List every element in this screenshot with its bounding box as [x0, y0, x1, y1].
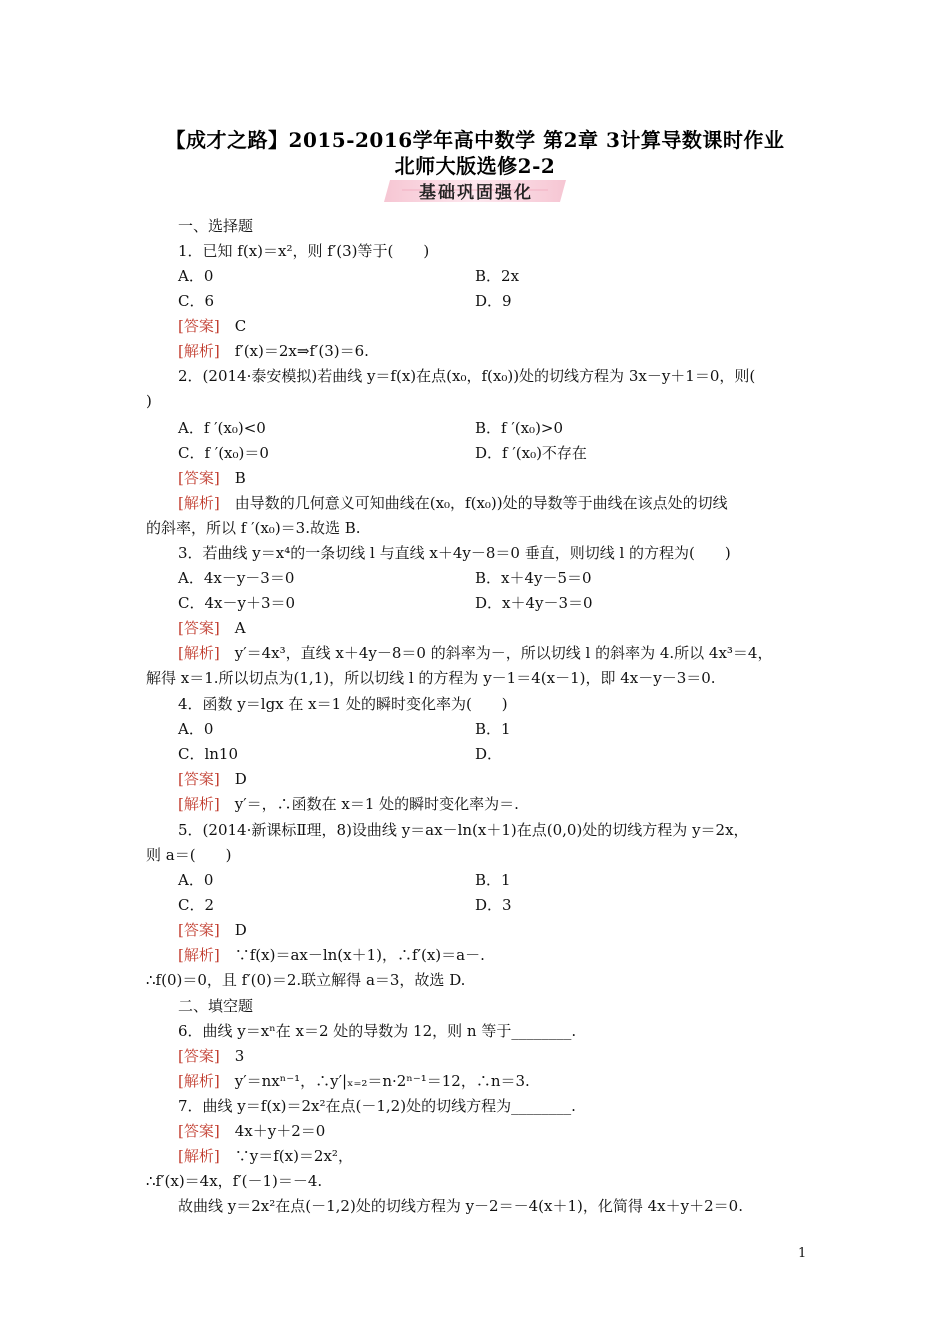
answer-tag: [答案]	[178, 619, 220, 637]
q3-answer	[178, 618, 246, 638]
q2-answer	[178, 468, 246, 488]
question-4: 4．函数 y＝lgx 在 x＝1 处的瞬时变化率为( )	[178, 695, 508, 713]
analysis-tag: [解析]	[178, 1072, 220, 1090]
q7-conclusion: 故曲线 y＝2x²在点(－1,2)处的切线方程为 y－2＝－4(x＋1)，化简得 4x＋y＋2＝0.	[178, 1197, 743, 1215]
q5-option-d: D．3	[475, 896, 512, 914]
q3-analysis	[178, 643, 772, 663]
q7-analysis-cont: ∴f′(x)＝4x，f′(－1)＝－4.	[146, 1172, 323, 1190]
q6-analysis	[178, 1071, 530, 1091]
q3-option-a: A．4x－y－3＝0	[178, 569, 295, 587]
question-5-cont: 则 a＝( )	[146, 846, 232, 864]
answer-value: C	[234, 317, 247, 335]
question-5: 5．(2014·新课标Ⅱ理，8)设曲线 y＝ax－ln(x＋1)在点(0,0)处的切线方程为 y＝2x，	[178, 821, 749, 839]
q1-option-b: B．2x	[475, 267, 520, 285]
q2-analysis-cont: 的斜率，所以 f ′(x₀)＝3.故选 B.	[146, 519, 361, 537]
analysis-tag: [解析]	[178, 644, 220, 662]
q1-answer	[178, 316, 246, 336]
q4-option-c: C．ln10	[178, 745, 239, 763]
analysis-tag: [解析]	[178, 342, 220, 360]
question-7: 7．曲线 y＝f(x)＝2x²在点(－1,2)处的切线方程为________.	[178, 1097, 576, 1115]
document-title-line1: 【成才之路】2015-2016学年高中数学 第2章 3计算导数课时作业	[165, 128, 785, 152]
question-6: 6．曲线 y＝xⁿ在 x＝2 处的导数为 12，则 n 等于________.	[178, 1022, 577, 1040]
section-heading-choice: 一、选择题	[178, 217, 254, 235]
question-3: 3．若曲线 y＝x⁴的一条切线 l 与直线 x＋4y－8＝0 垂直，则切线 l 的方程为( )	[178, 544, 731, 562]
analysis-text: 由导数的几何意义可知曲线在(x₀，f(x₀))处的导数等于曲线在该点处的切线	[234, 494, 728, 512]
answer-tag: [答案]	[178, 1122, 220, 1140]
analysis-text: ∵f(x)＝ax－ln(x＋1)，∴f′(x)＝a－.	[234, 946, 485, 964]
answer-tag: [答案]	[178, 1047, 220, 1065]
q1-option-a: A．0	[178, 267, 214, 285]
answer-value: 3	[234, 1047, 245, 1065]
page-number: 1	[798, 1246, 807, 1261]
q4-answer	[178, 769, 247, 789]
question-2-cont: )	[146, 392, 152, 410]
q1-option-c: C．6	[178, 292, 215, 310]
q7-answer	[178, 1121, 325, 1141]
q5-option-c: C．2	[178, 896, 215, 914]
q3-option-b: B．x＋4y－5＝0	[475, 569, 592, 587]
question-1: 1．已知 f(x)＝x²，则 f′(3)等于( )	[178, 242, 430, 260]
answer-value: B	[234, 469, 246, 487]
document-title-line2: 北师大版选修2-2	[394, 154, 556, 178]
answer-tag: [答案]	[178, 469, 220, 487]
analysis-text: y′＝4x³，直线 x＋4y－8＝0 的斜率为－，所以切线 l 的斜率为 4.所以 4x³＝4，	[234, 644, 773, 662]
answer-value: A	[234, 619, 246, 637]
answer-tag: [答案]	[178, 770, 220, 788]
q5-analysis-cont: ∴f(0)＝0，且 f′(0)＝2.联立解得 a＝3，故选 D.	[146, 971, 466, 989]
analysis-tag: [解析]	[178, 1147, 220, 1165]
q2-analysis	[178, 493, 728, 513]
q5-option-a: A．0	[178, 871, 214, 889]
answer-value: D	[234, 921, 247, 939]
q7-analysis	[178, 1146, 353, 1166]
q2-option-c: C．f ′(x₀)＝0	[178, 444, 269, 462]
analysis-text: ∵y＝f(x)＝2x²，	[234, 1147, 353, 1165]
q2-option-b: B．f ′(x₀)>0	[475, 419, 564, 437]
analysis-text: y′＝nxⁿ⁻¹，∴y′|ₓ₌₂＝n·2ⁿ⁻¹＝12，∴n＝3.	[234, 1072, 530, 1090]
q4-option-a: A．0	[178, 720, 214, 738]
q3-option-d: D．x＋4y－3＝0	[475, 594, 593, 612]
banner-label: 基础巩固强化	[419, 183, 533, 203]
answer-tag: [答案]	[178, 317, 220, 335]
q4-option-b: B．1	[475, 720, 511, 738]
q5-analysis	[178, 945, 485, 965]
analysis-tag: [解析]	[178, 795, 220, 813]
q3-analysis-cont: 解得 x＝1.所以切点为(1,1)，所以切线 l 的方程为 y－1＝4(x－1)，即 4x－y－3＝0.	[146, 669, 716, 687]
q2-option-d: D．f ′(x₀)不存在	[475, 444, 587, 462]
analysis-tag: [解析]	[178, 494, 220, 512]
question-2: 2．(2014·泰安模拟)若曲线 y＝f(x)在点(x₀，f(x₀))处的切线方程为 3x－y＋1＝0，则(	[178, 367, 756, 385]
section-banner	[380, 176, 572, 204]
section-heading-fill: 二、填空题	[178, 997, 254, 1015]
analysis-tag: [解析]	[178, 946, 220, 964]
q3-option-c: C．4x－y＋3＝0	[178, 594, 296, 612]
q5-answer	[178, 920, 247, 940]
answer-value: D	[234, 770, 247, 788]
q6-answer	[178, 1046, 244, 1066]
answer-value: 4x＋y＋2＝0	[234, 1122, 326, 1140]
q2-option-a: A．f ′(x₀)<0	[178, 419, 266, 437]
q1-option-d: D．9	[475, 292, 512, 310]
answer-tag: [答案]	[178, 921, 220, 939]
q1-analysis	[178, 341, 369, 361]
q4-analysis	[178, 794, 519, 814]
analysis-text: f′(x)＝2x⇒f′(3)＝6.	[234, 342, 369, 360]
q4-option-d: D．	[475, 745, 503, 763]
analysis-text: y′＝，∴函数在 x＝1 处的瞬时变化率为＝.	[234, 795, 519, 813]
q5-option-b: B．1	[475, 871, 511, 889]
